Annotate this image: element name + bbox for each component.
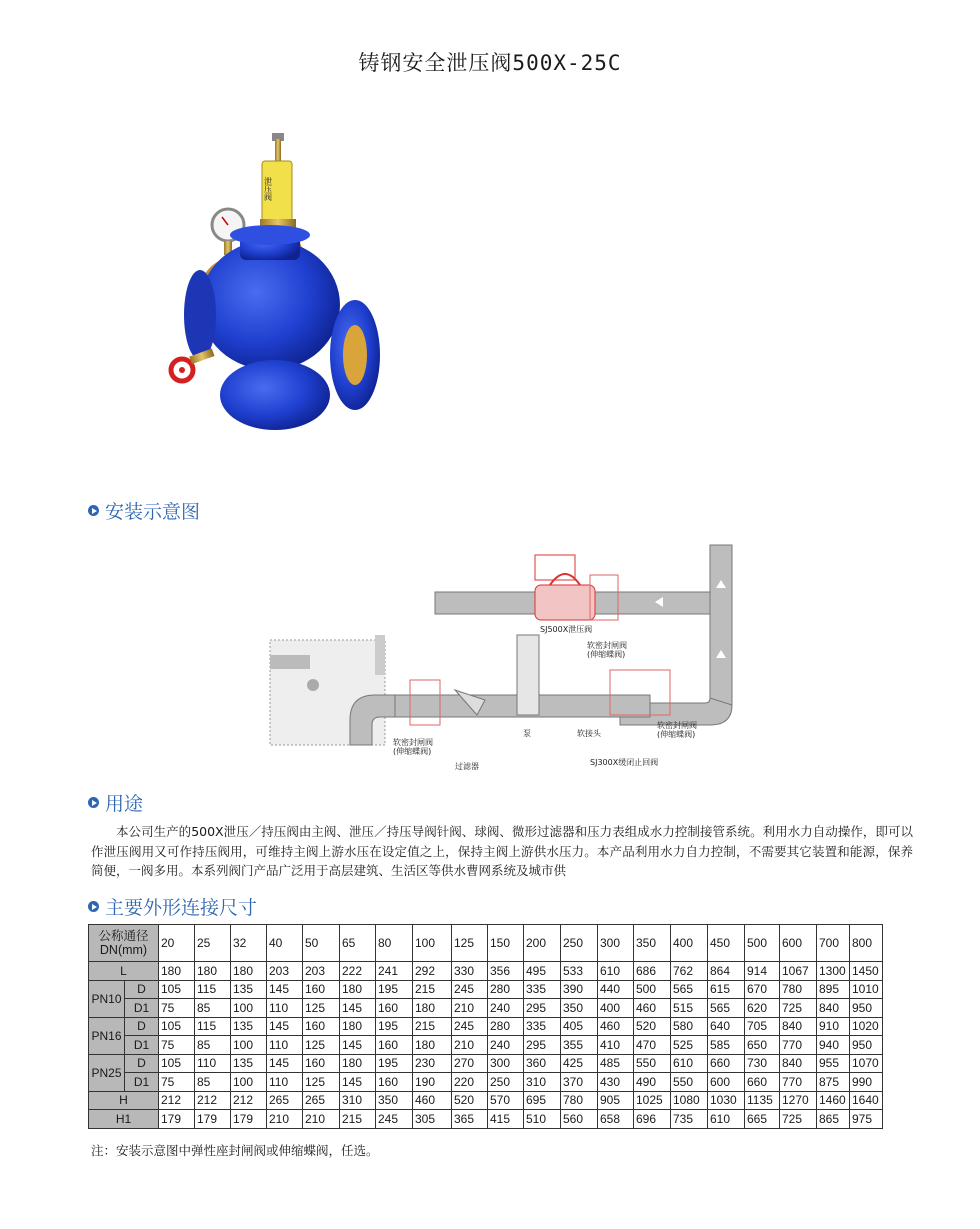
table-cell: 650 <box>745 1036 780 1055</box>
diagram-label-gate3-sub: (伸缩蝶阀) <box>657 730 696 739</box>
table-cell: 215 <box>340 1110 376 1129</box>
table-cell: 610 <box>708 1110 745 1129</box>
table-cell: 125 <box>303 1036 340 1055</box>
dn-header-cell: 100 <box>413 925 452 962</box>
table-cell: 940 <box>817 1036 850 1055</box>
table-cell: 370 <box>561 1073 598 1092</box>
table-cell: 160 <box>303 980 340 999</box>
diagram-label-pump: 泵 <box>523 729 531 738</box>
table-cell: 670 <box>745 980 780 999</box>
table-cell: 110 <box>267 1073 303 1092</box>
table-cell: 335 <box>524 980 561 999</box>
table-cell: 179 <box>231 1110 267 1129</box>
table-cell: 415 <box>488 1110 524 1129</box>
row-label-cell: D1 <box>125 1073 159 1092</box>
table-cell: 355 <box>561 1036 598 1055</box>
dn-header-cell: 400 <box>671 925 708 962</box>
table-cell: 203 <box>267 962 303 981</box>
section-bullet-icon <box>88 505 99 516</box>
table-cell: 950 <box>850 999 883 1018</box>
table-cell: 305 <box>413 1110 452 1129</box>
row-label-cell: D <box>125 1054 159 1073</box>
row-label-cell: D <box>125 1017 159 1036</box>
table-cell: 780 <box>780 980 817 999</box>
table-cell: 295 <box>524 999 561 1018</box>
valve-product-photo <box>160 125 390 455</box>
table-cell: 115 <box>195 1017 231 1036</box>
table-cell: 610 <box>671 1054 708 1073</box>
table-cell: 135 <box>231 1017 267 1036</box>
table-cell: 770 <box>780 1036 817 1055</box>
table-cell: 100 <box>231 1036 267 1055</box>
table-cell: 910 <box>817 1017 850 1036</box>
table-cell: 840 <box>780 1054 817 1073</box>
table-cell: 100 <box>231 1073 267 1092</box>
dn-header-cell: 25 <box>195 925 231 962</box>
table-cell: 105 <box>159 1017 195 1036</box>
table-cell: 500 <box>634 980 671 999</box>
table-cell: 864 <box>708 962 745 981</box>
table-cell: 110 <box>195 1054 231 1073</box>
table-cell: 510 <box>524 1110 561 1129</box>
caption-line-1: 公称通径 <box>98 929 149 943</box>
table-cell: 350 <box>561 999 598 1018</box>
table-cell: 145 <box>340 1036 376 1055</box>
table-cell: 356 <box>488 962 524 981</box>
table-row <box>89 1073 883 1092</box>
table-cell: 222 <box>340 962 376 981</box>
table-row <box>89 1036 883 1055</box>
diagram-label-main-valve: SJ500X泄压阀 <box>540 625 593 634</box>
table-cell: 1450 <box>850 962 883 981</box>
table-cell: 180 <box>195 962 231 981</box>
table-cell: 620 <box>745 999 780 1018</box>
section-install-label: 安装示意图 <box>105 501 201 523</box>
row-label-cell: D1 <box>125 999 159 1018</box>
table-cell: 660 <box>745 1073 780 1092</box>
table-row <box>89 962 883 981</box>
table-cell: 570 <box>488 1091 524 1110</box>
table-cell: 525 <box>671 1036 708 1055</box>
table-cell: 210 <box>452 1036 488 1055</box>
table-cell: 460 <box>598 1017 634 1036</box>
table-cell: 75 <box>159 1073 195 1092</box>
dn-header-cell: 200 <box>524 925 561 962</box>
dn-header-cell: 500 <box>745 925 780 962</box>
dn-header-cell: 32 <box>231 925 267 962</box>
table-cell: 696 <box>634 1110 671 1129</box>
table-cell: 585 <box>708 1036 745 1055</box>
table-cell: 280 <box>488 1017 524 1036</box>
dn-header-cell: 450 <box>708 925 745 962</box>
table-cell: 405 <box>561 1017 598 1036</box>
table-cell: 125 <box>303 999 340 1018</box>
table-row <box>89 1110 883 1129</box>
table-cell: 840 <box>817 999 850 1018</box>
table-cell: 145 <box>267 1054 303 1073</box>
table-cell: 914 <box>745 962 780 981</box>
dn-header-cell: 600 <box>780 925 817 962</box>
table-cell: 245 <box>452 980 488 999</box>
table-cell: 335 <box>524 1017 561 1036</box>
table-cell: 1067 <box>780 962 817 981</box>
dn-header-cell: 800 <box>850 925 883 962</box>
table-cell: 212 <box>159 1091 195 1110</box>
table-cell: 460 <box>413 1091 452 1110</box>
row-label-cell: D <box>125 980 159 999</box>
table-cell: 762 <box>671 962 708 981</box>
table-row <box>89 1054 883 1073</box>
table-cell: 75 <box>159 1036 195 1055</box>
table-cell: 110 <box>267 999 303 1018</box>
table-cell: 212 <box>195 1091 231 1110</box>
table-cell: 179 <box>195 1110 231 1129</box>
table-caption-cell <box>89 925 159 962</box>
table-cell: 840 <box>780 1017 817 1036</box>
table-cell: 145 <box>340 1073 376 1092</box>
table-row <box>89 1017 883 1036</box>
pressure-group-cell: PN10 <box>89 980 125 1017</box>
dn-header-cell: 300 <box>598 925 634 962</box>
table-cell: 600 <box>708 1073 745 1092</box>
table-cell: 1300 <box>817 962 850 981</box>
table-cell: 160 <box>303 1054 340 1073</box>
table-cell: 203 <box>303 962 340 981</box>
table-cell: 875 <box>817 1073 850 1092</box>
table-row <box>89 999 883 1018</box>
table-cell: 550 <box>671 1073 708 1092</box>
table-cell: 190 <box>413 1073 452 1092</box>
table-cell: 220 <box>452 1073 488 1092</box>
installation-diagram <box>265 540 915 775</box>
table-cell: 665 <box>745 1110 780 1129</box>
usage-paragraph <box>91 822 913 881</box>
table-cell: 615 <box>708 980 745 999</box>
dn-header-cell: 250 <box>561 925 598 962</box>
table-cell: 955 <box>817 1054 850 1073</box>
table-cell: 145 <box>340 999 376 1018</box>
table-cell: 990 <box>850 1073 883 1092</box>
table-cell: 195 <box>376 1054 413 1073</box>
table-cell: 135 <box>231 980 267 999</box>
table-cell: 135 <box>231 1054 267 1073</box>
section-usage <box>88 789 143 816</box>
table-cell: 212 <box>231 1091 267 1110</box>
table-cell: 240 <box>488 999 524 1018</box>
table-cell: 490 <box>634 1073 671 1092</box>
table-cell: 215 <box>413 980 452 999</box>
table-cell: 550 <box>634 1054 671 1073</box>
table-cell: 250 <box>488 1073 524 1092</box>
table-cell: 610 <box>598 962 634 981</box>
table-cell: 580 <box>671 1017 708 1036</box>
table-cell: 1270 <box>780 1091 817 1110</box>
table-cell: 425 <box>561 1054 598 1073</box>
table-cell: 240 <box>488 1036 524 1055</box>
table-cell: 686 <box>634 962 671 981</box>
table-cell: 145 <box>267 1017 303 1036</box>
dn-header-cell: 125 <box>452 925 488 962</box>
dn-header-cell: 20 <box>159 925 195 962</box>
table-cell: 180 <box>413 1036 452 1055</box>
table-cell: 295 <box>524 1036 561 1055</box>
table-cell: 520 <box>634 1017 671 1036</box>
table-cell: 440 <box>598 980 634 999</box>
table-cell: 195 <box>376 980 413 999</box>
table-cell: 115 <box>195 980 231 999</box>
table-cell: 210 <box>452 999 488 1018</box>
section-dims <box>88 893 257 920</box>
row-label-cell: H1 <box>89 1110 159 1129</box>
table-cell: 1460 <box>817 1091 850 1110</box>
table-cell: 735 <box>671 1110 708 1129</box>
footnote: 注：安装示意图中弹性座封闸阀或伸缩蝶阀，任选。 <box>91 1143 379 1158</box>
table-cell: 1010 <box>850 980 883 999</box>
table-cell: 905 <box>598 1091 634 1110</box>
table-cell: 105 <box>159 1054 195 1073</box>
table-cell: 770 <box>780 1073 817 1092</box>
table-cell: 660 <box>708 1054 745 1073</box>
table-cell: 210 <box>267 1110 303 1129</box>
table-cell: 515 <box>671 999 708 1018</box>
dn-header-cell: 65 <box>340 925 376 962</box>
table-cell: 160 <box>376 999 413 1018</box>
dimensions-table <box>88 924 883 1129</box>
pilot-label: 泄压阀 <box>263 177 273 201</box>
table-cell: 695 <box>524 1091 561 1110</box>
table-row <box>89 980 883 999</box>
dn-header-cell: 80 <box>376 925 413 962</box>
table-cell: 300 <box>488 1054 524 1073</box>
diagram-label-gate1-sub: (伸缩蝶阀) <box>587 650 626 659</box>
table-cell: 330 <box>452 962 488 981</box>
table-cell: 565 <box>671 980 708 999</box>
table-cell: 125 <box>303 1073 340 1092</box>
table-cell: 179 <box>159 1110 195 1129</box>
section-usage-label: 用途 <box>105 793 144 815</box>
section-bullet-icon <box>88 797 99 808</box>
table-cell: 470 <box>634 1036 671 1055</box>
diagram-label-check-valve: SJ300X缓闭止回阀 <box>590 758 659 767</box>
table-cell: 1025 <box>634 1091 671 1110</box>
table-cell: 1070 <box>850 1054 883 1073</box>
table-cell: 1030 <box>708 1091 745 1110</box>
table-row <box>89 1091 883 1110</box>
table-cell: 230 <box>413 1054 452 1073</box>
table-header-row <box>89 925 883 962</box>
table-cell: 390 <box>561 980 598 999</box>
table-cell: 180 <box>340 1054 376 1073</box>
pressure-group-cell: PN25 <box>89 1054 125 1091</box>
table-cell: 85 <box>195 999 231 1018</box>
dn-header-cell: 50 <box>303 925 340 962</box>
table-cell: 292 <box>413 962 452 981</box>
table-cell: 430 <box>598 1073 634 1092</box>
pressure-group-cell: PN16 <box>89 1017 125 1054</box>
table-cell: 280 <box>488 980 524 999</box>
section-bullet-icon <box>88 901 99 912</box>
table-cell: 310 <box>524 1073 561 1092</box>
table-cell: 360 <box>524 1054 561 1073</box>
table-cell: 705 <box>745 1017 780 1036</box>
table-cell: 495 <box>524 962 561 981</box>
table-cell: 160 <box>376 1036 413 1055</box>
table-cell: 85 <box>195 1036 231 1055</box>
table-cell: 210 <box>303 1110 340 1129</box>
table-cell: 725 <box>780 1110 817 1129</box>
dn-header-cell: 40 <box>267 925 303 962</box>
table-cell: 1640 <box>850 1091 883 1110</box>
diagram-label-soft-joint: 软接头 <box>577 729 601 738</box>
table-cell: 265 <box>303 1091 340 1110</box>
table-cell: 410 <box>598 1036 634 1055</box>
table-cell: 310 <box>340 1091 376 1110</box>
table-cell: 460 <box>634 999 671 1018</box>
row-label-cell: L <box>89 962 159 981</box>
table-cell: 780 <box>561 1091 598 1110</box>
table-cell: 145 <box>267 980 303 999</box>
table-cell: 365 <box>452 1110 488 1129</box>
table-cell: 565 <box>708 999 745 1018</box>
page-title: 铸钢安全泄压阀500X-25C <box>358 51 622 75</box>
table-cell: 560 <box>561 1110 598 1129</box>
diagram-label-gate3: 软密封闸阀 <box>657 721 697 730</box>
section-install <box>88 497 200 524</box>
table-cell: 658 <box>598 1110 634 1129</box>
dn-header-cell: 350 <box>634 925 671 962</box>
table-cell: 110 <box>267 1036 303 1055</box>
table-cell: 180 <box>340 1017 376 1036</box>
table-cell: 350 <box>376 1091 413 1110</box>
table-cell: 241 <box>376 962 413 981</box>
table-cell: 533 <box>561 962 598 981</box>
dn-header-cell: 700 <box>817 925 850 962</box>
table-cell: 245 <box>376 1110 413 1129</box>
table-cell: 180 <box>231 962 267 981</box>
table-cell: 725 <box>780 999 817 1018</box>
table-cell: 895 <box>817 980 850 999</box>
table-cell: 1135 <box>745 1091 780 1110</box>
table-cell: 265 <box>267 1091 303 1110</box>
table-cell: 245 <box>452 1017 488 1036</box>
table-cell: 195 <box>376 1017 413 1036</box>
table-cell: 215 <box>413 1017 452 1036</box>
table-cell: 865 <box>817 1110 850 1129</box>
table-cell: 75 <box>159 999 195 1018</box>
diagram-label-gate2: 软密封闸阀 <box>393 738 433 747</box>
table-cell: 1020 <box>850 1017 883 1036</box>
diagram-label-filter: 过滤器 <box>455 762 479 771</box>
table-cell: 400 <box>598 999 634 1018</box>
table-cell: 270 <box>452 1054 488 1073</box>
table-cell: 520 <box>452 1091 488 1110</box>
table-cell: 975 <box>850 1110 883 1129</box>
table-cell: 485 <box>598 1054 634 1073</box>
table-cell: 950 <box>850 1036 883 1055</box>
table-cell: 100 <box>231 999 267 1018</box>
usage-text: 本公司生产的500X泄压／持压阀由主阀、泄压／持压导阀针阀、球阀、微形过滤器和压力表组成水力控制接管系统。利用水力自动操作，即可以作泄压阀用又可作持压阀用，可维持主阀上游水压在设定值之上，保持主阀上游供水压力。本产品利用水力自力控制，不需要其它装置和能源，保养简便，一阀多用。本系列阀门产品广泛用于高层建筑、生活区等供水曹网系统及城市供 <box>91 824 913 878</box>
row-label-cell: H <box>89 1091 159 1110</box>
table-cell: 85 <box>195 1073 231 1092</box>
table-cell: 160 <box>303 1017 340 1036</box>
caption-line-2: DN(mm) <box>99 943 148 957</box>
diagram-label-gate2-sub: (伸缩蝶阀) <box>393 747 432 756</box>
table-cell: 1080 <box>671 1091 708 1110</box>
table-cell: 180 <box>340 980 376 999</box>
table-cell: 105 <box>159 980 195 999</box>
dn-header-cell: 150 <box>488 925 524 962</box>
table-cell: 180 <box>413 999 452 1018</box>
table-cell: 730 <box>745 1054 780 1073</box>
section-dims-label: 主要外形连接尺寸 <box>105 897 258 919</box>
row-label-cell: D1 <box>125 1036 159 1055</box>
table-cell: 180 <box>159 962 195 981</box>
table-cell: 640 <box>708 1017 745 1036</box>
diagram-label-gate1: 软密封闸阀 <box>587 641 627 650</box>
table-cell: 160 <box>376 1073 413 1092</box>
